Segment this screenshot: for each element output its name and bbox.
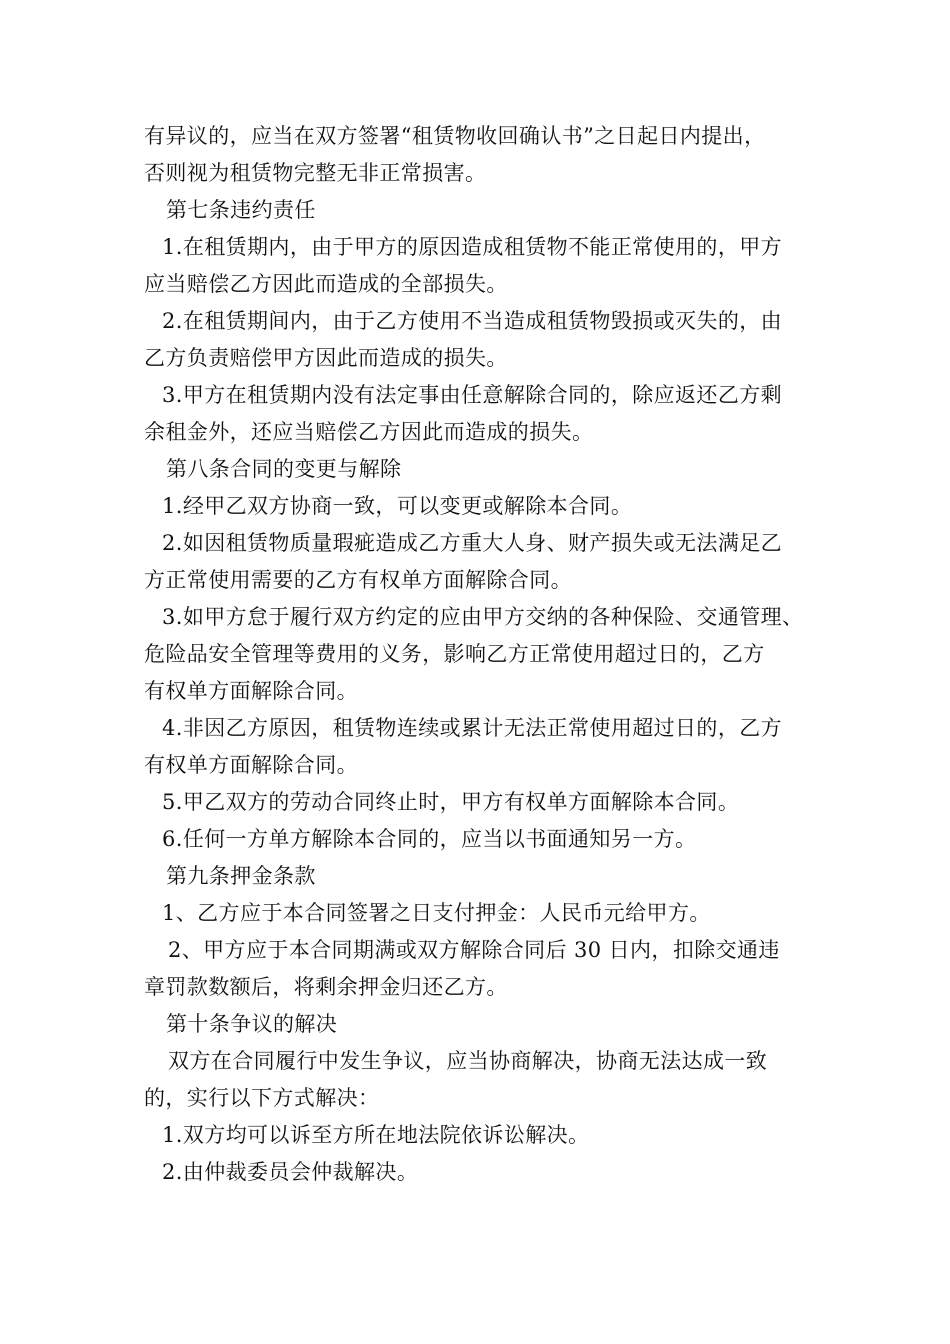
text-line: 的，实行以下方式解决： (144, 1086, 380, 1110)
clause-line: 2、甲方应于本合同期满或双方解除合同后 30 日内，扣除交通违 (168, 938, 780, 962)
clause-line: 2.如因租赁物质量瑕疵造成乙方重大人身、财产损失或无法满足乙 (162, 531, 783, 555)
article-heading: 第九条押金条款 (166, 864, 316, 888)
clause-line: 4.非因乙方原因，租赁物连续或累计无法正常使用超过日的，乙方 (162, 716, 783, 740)
article-heading: 第七条违约责任 (166, 198, 316, 222)
document-body (144, 118, 820, 1191)
text-line: 有异议的，应当在双方签署“租赁物收回确认书”之日起日内提出， (144, 124, 766, 148)
text-line: 有权单方面解除合同。 (144, 753, 358, 777)
clause-line: 3.甲方在租赁期内没有法定事由任意解除合同的，除应返还乙方剩 (162, 383, 783, 407)
text-line: 乙方负责赔偿甲方因此而造成的损失。 (144, 346, 508, 370)
article-heading: 第八条合同的变更与解除 (166, 457, 402, 481)
text-line: 危险品安全管理等费用的义务，影响乙方正常使用超过日的，乙方 (144, 642, 765, 666)
clause-line: 5.甲乙双方的劳动合同终止时，甲方有权单方面解除本合同。 (162, 790, 740, 814)
clause-line: 2.在租赁期间内，由于乙方使用不当造成租赁物毁损或灭失的，由 (162, 309, 783, 333)
clause-line: 2.由仲裁委员会仲裁解决。 (162, 1160, 419, 1184)
clause-line: 1、乙方应于本合同签署之日支付押金：人民币元给甲方。 (162, 901, 711, 925)
text-line: 余租金外，还应当赔偿乙方因此而造成的损失。 (144, 420, 594, 444)
clause-line: 3.如甲方怠于履行双方约定的应由甲方交纳的各种保险、交通管理、 (162, 605, 804, 629)
article-heading: 第十条争议的解决 (166, 1012, 338, 1036)
text-line: 否则视为租赁物完整无非正常损害。 (144, 161, 487, 185)
clause-line: 双方在合同履行中发生争议，应当协商解决，协商无法达成一致 (168, 1049, 768, 1073)
clause-line: 1.在租赁期内，由于甲方的原因造成租赁物不能正常使用的，甲方 (162, 235, 783, 259)
text-line: 章罚款数额后，将剩余押金归还乙方。 (144, 975, 508, 999)
text-line: 有权单方面解除合同。 (144, 679, 358, 703)
clause-line: 1.经甲乙双方协商一致，可以变更或解除本合同。 (162, 494, 633, 518)
text-line: 应当赔偿乙方因此而造成的全部损失。 (144, 272, 508, 296)
text-line: 方正常使用需要的乙方有权单方面解除合同。 (144, 568, 572, 592)
clause-line: 1.双方均可以诉至方所在地法院依诉讼解决。 (162, 1123, 590, 1147)
clause-line: 6.任何一方单方解除本合同的，应当以书面通知另一方。 (162, 827, 697, 851)
